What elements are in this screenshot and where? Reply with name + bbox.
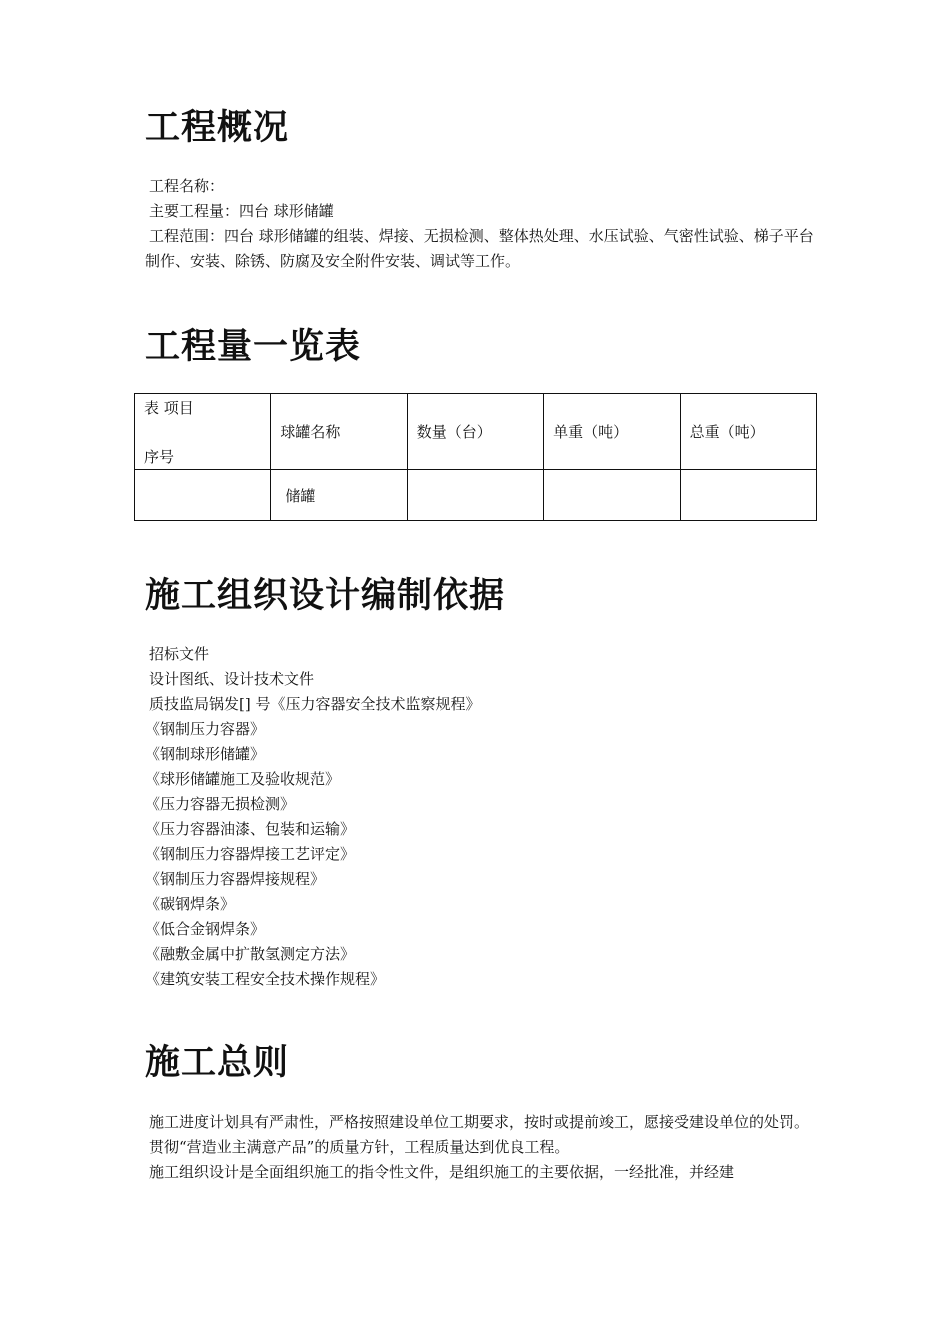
header-cell: 总重（吨）: [680, 394, 816, 470]
table-cell: [135, 470, 271, 521]
table-header-row: [135, 394, 817, 470]
section-title-basis: 施工组织设计编制依据: [145, 576, 506, 616]
overview-line: 工程名称：: [149, 177, 225, 195]
principle-line: [145, 1110, 810, 1135]
list-item: 质技监局锅发[] 号《压力容器安全技术监察规程》: [149, 695, 481, 713]
header-diag-top: 表 项目: [144, 399, 194, 417]
principle-line: 贯彻“营造业主满意产品”的质量方针，工程质量达到优良工程。: [149, 1138, 570, 1156]
list-item: 《球形储罐施工及验收规范》: [145, 770, 341, 788]
list-item: 招标文件: [149, 645, 210, 663]
table-cell: [407, 470, 543, 521]
overview-scope-text: 工程范围：四台 球形储罐的组装、焊接、无损检测、整体热处理、水压试验、气密性试验、梯子平台制作、安装、除锈、防腐及安全附件安装、调试等工作。: [145, 227, 814, 270]
list-item: 《压力容器无损检测》: [145, 795, 296, 813]
header-cell: 球罐名称: [271, 394, 407, 470]
header-diag-bottom: 序号: [144, 448, 175, 466]
section-title-quantity: 工程量一览表: [145, 327, 362, 367]
overview-line: [145, 224, 825, 274]
principles-body: [145, 1110, 810, 1185]
list-item: 《钢制压力容器焊接规程》: [145, 870, 326, 888]
list-item: 《碳钢焊条》: [145, 895, 236, 913]
list-item: 《建筑安装工程安全技术操作规程》: [145, 970, 386, 988]
overview-line: 主要工程量：四台 球形储罐: [149, 202, 334, 220]
table-cell: [544, 470, 680, 521]
header-cell: 单重（吨）: [544, 394, 680, 470]
list-item: 《低合金钢焊条》: [145, 920, 266, 938]
header-cell-diagonal: [135, 394, 271, 470]
overview-body: [145, 174, 825, 274]
quantity-table: [134, 393, 817, 521]
table-row: [135, 470, 817, 521]
section-title-overview: 工程概况: [145, 108, 290, 148]
list-item: 《钢制压力容器》: [145, 720, 266, 738]
principle-text: 施工进度计划具有严肃性，严格按照建设单位工期要求，按时或提前竣工，愿接受建设单位的处罚。: [149, 1113, 810, 1131]
list-item: 《融敷金属中扩散氢测定方法》: [145, 945, 356, 963]
list-item: 《钢制球形储罐》: [145, 745, 266, 763]
table-cell: [680, 470, 816, 521]
list-item: 《压力容器油漆、包装和运输》: [145, 820, 356, 838]
principle-line: 施工组织设计是全面组织施工的指令性文件，是组织施工的主要依据，一经批准，并经建: [149, 1163, 735, 1181]
list-item: 设计图纸、设计技术文件: [149, 670, 315, 688]
table-cell: 储罐: [271, 470, 407, 521]
header-cell: 数量（台）: [407, 394, 543, 470]
basis-list: [145, 642, 825, 992]
section-title-principles: 施工总则: [145, 1043, 290, 1083]
list-item: 《钢制压力容器焊接工艺评定》: [145, 845, 356, 863]
